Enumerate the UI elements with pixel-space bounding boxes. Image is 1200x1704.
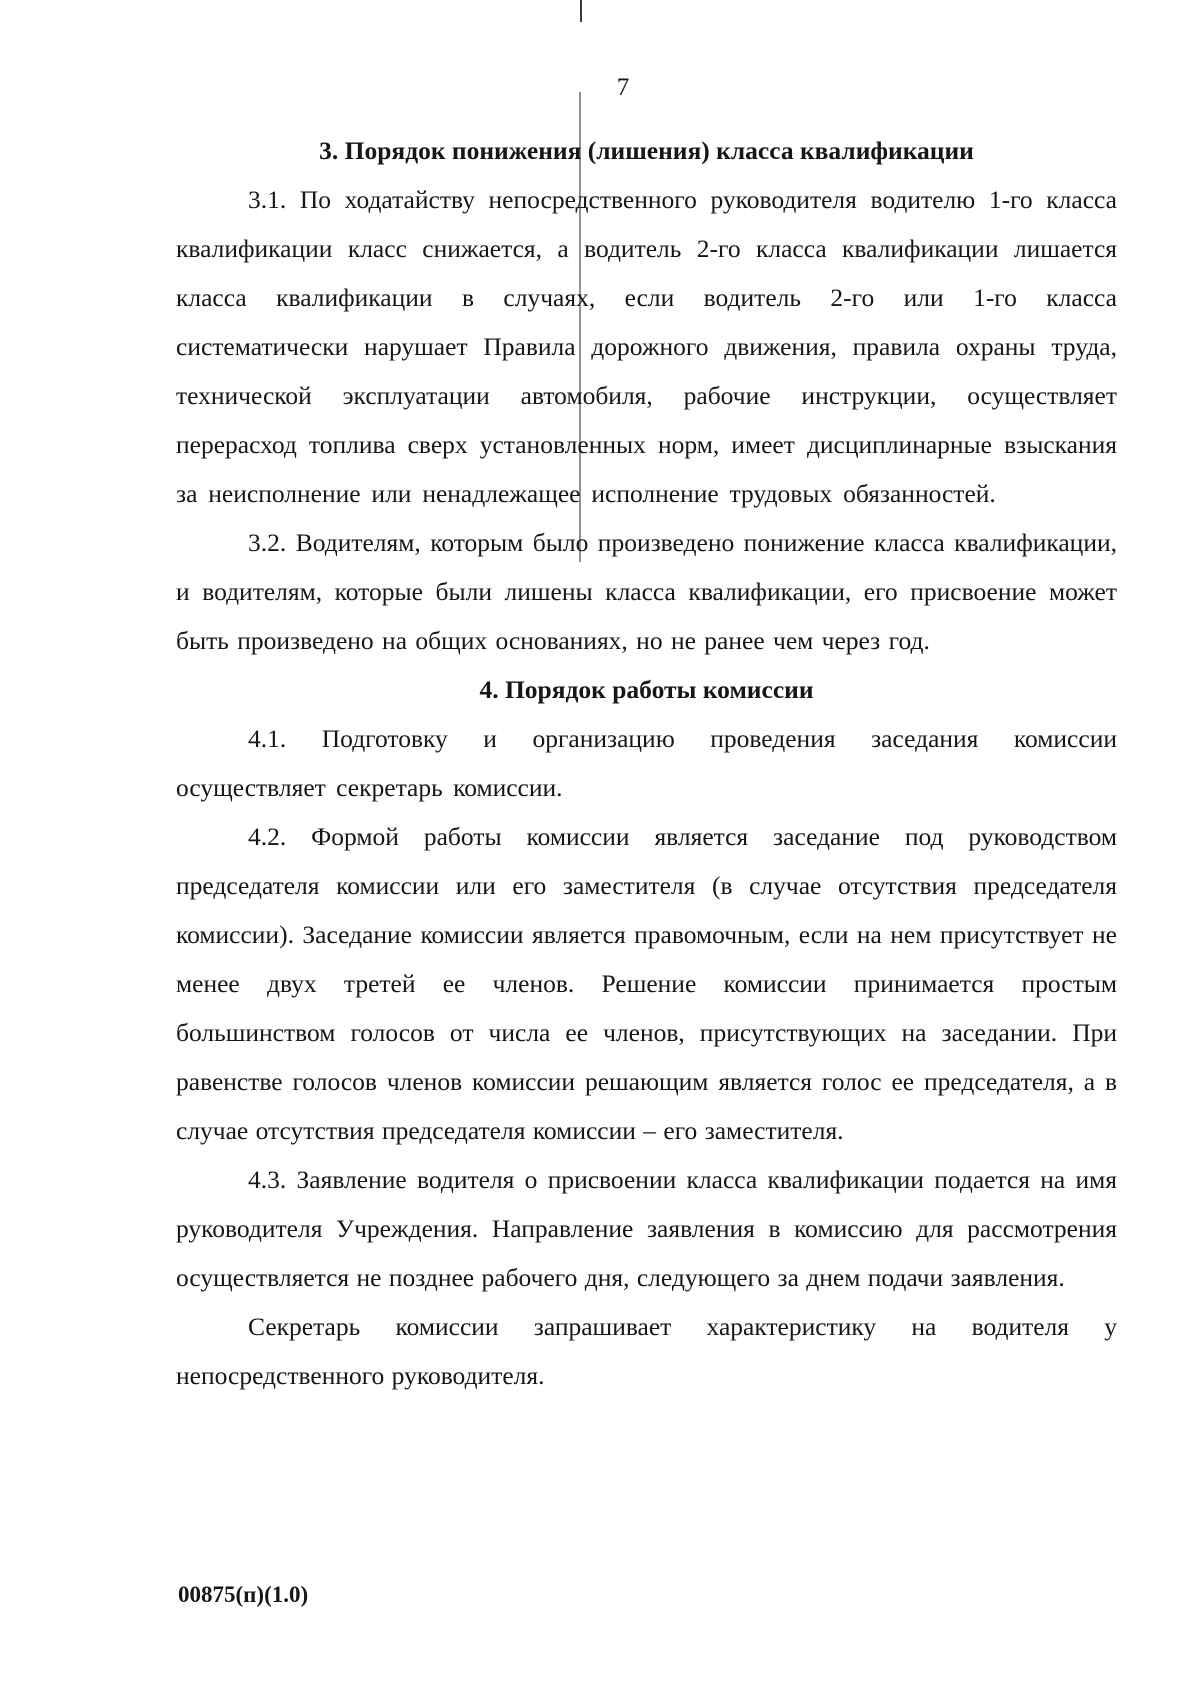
paragraph-4-3-continued: Секретарь комиссии запрашивает характеристику на водителя у непосредственного руководителя. [176,1312,1117,1390]
section-4 [176,665,1117,1400]
paragraph-4-2: 4.2. Формой работы комиссии является заседание под руководством председателя комиссии или его заместителя (в случае отсутствия председателя комиссии). Заседание комиссии является правомочным, если на нем присутствует не менее двух третей ее членов. Решение комиссии принимается простым большинством голосов от числа ее членов, присутствующих на заседании. При равенстве голосов членов комиссии решающим является голос ее председателя, а в случае отсутствия председателя комиссии – его заместителя. [176,822,1117,1145]
section-heading: 4. Порядок работы комиссии [479,675,814,704]
document-code: 00875(п)(1.0) [178,1582,309,1607]
section-3 [176,126,1117,665]
paragraph-3-2: 3.2. Водителям, которым было произведено понижение класса квалификации, и водителям, которые были лишены класса квалификации, его присвоение может быть произведено на общих основаниях, но не ранее чем через год. [176,528,1117,655]
section-heading: 3. Порядок понижения (лишения) класса квалификации [319,136,974,165]
page-number: 7 [616,74,630,101]
document-body [176,126,1117,1400]
scan-artifact-line-top [580,0,582,22]
paragraph-3-1: 3.1. По ходатайству непосредственного руководителя водителю 1-го класса квалификации класс снижается, а водитель 2-го класса квалификации лишается класса квалификации в случаях, если водитель 2-го или 1-го класса систематически нарушает Правила дорожного движения, правила охраны труда, технической эксплуатации автомобиля, рабочие инструкции, осуществляет перерасход топлива сверх установленных норм, имеет дисциплинарные взыскания за неисполнение или ненадлежащее исполнение трудовых обязанностей. [176,185,1117,508]
paragraph-4-1: 4.1. Подготовку и организацию проведения заседания комиссии осуществляет секретарь комиссии. [176,724,1117,802]
paragraph-4-3: 4.3. Заявление водителя о присвоении класса квалификации подается на имя руководителя Учреждения. Направление заявления в комиссию для рассмотрения осуществляется не позднее рабочего дня, следующего за днем подачи заявления. [176,1165,1117,1292]
